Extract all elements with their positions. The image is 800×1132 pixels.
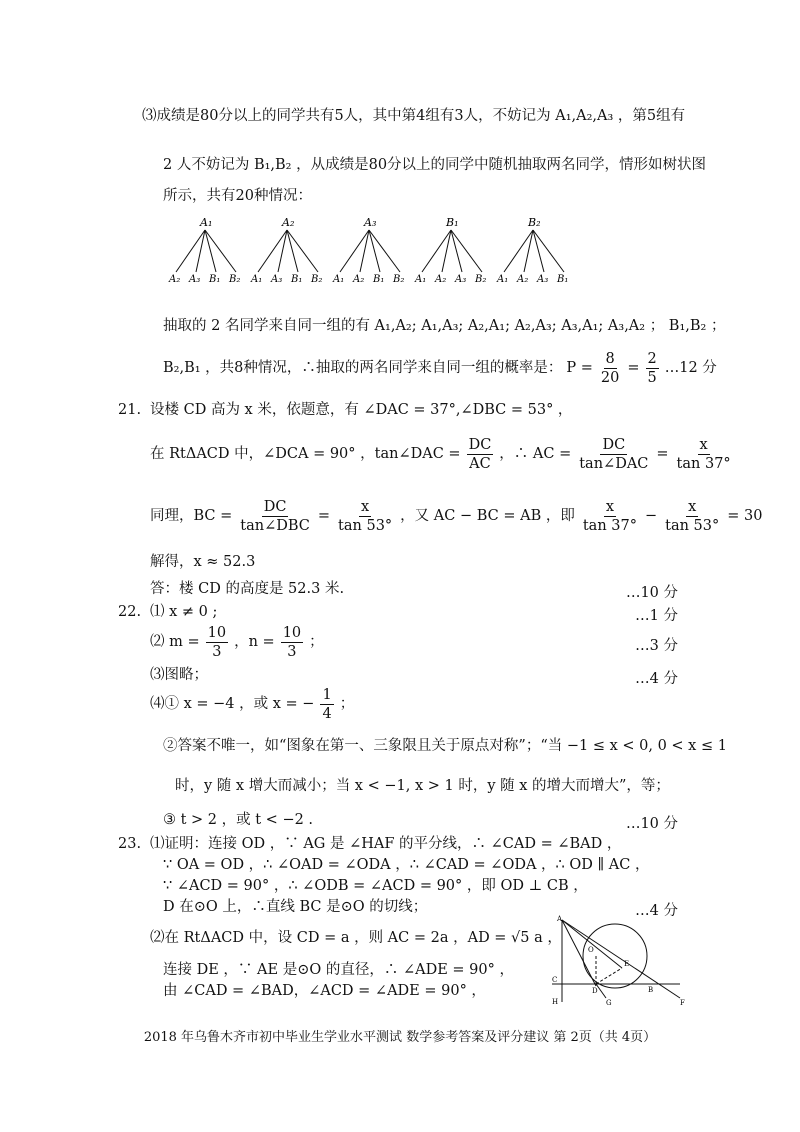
tree-branch (287, 230, 298, 272)
geometry-figure (548, 914, 688, 1006)
tree-leaf: A₃ (189, 274, 201, 285)
text: ，又 AC − BC = AB ，即 (400, 507, 575, 524)
tree-leaf: A₂ (517, 274, 529, 285)
fraction (238, 498, 312, 535)
s23-line-1: ⑴证明：连接 OD ，∵ AG 是 ∠HAF 的平分线，∴ ∠CAD = ∠BAD ， (150, 836, 622, 852)
label-f: F (680, 999, 685, 1006)
tree-branch (205, 230, 216, 272)
tree-branch (369, 230, 380, 272)
tree-leaf: B₂ (475, 274, 487, 285)
frac-den: tan 37° (676, 456, 731, 473)
tree-leaf: A₁ (251, 274, 263, 285)
s22-line-3: ⑶图略； (150, 667, 208, 683)
text: ； (339, 695, 355, 712)
s22-line-2 (150, 624, 324, 661)
score-4: …4 分 (635, 671, 678, 687)
page-footer: 2018 年乌鲁木齐市初中毕业生学业水平测试 数学参考答案及评分建议 第 2页（共 4页） (143, 1030, 657, 1045)
frac-num: DC (600, 436, 627, 455)
s23-line-6: 连接 DE ，∵ AE 是⊙O 的直径，∴ ∠ADE = 90° ， (163, 962, 514, 978)
s20-line-3: 所示，共有20种情况： (163, 188, 312, 204)
s21-line-3 (150, 498, 762, 535)
s22-line-6: 时，y 随 x 增大而减小；当 x < −1, x > 1 时，y 随 x 的增大而增大”，等； (175, 778, 670, 794)
fraction (663, 498, 721, 535)
fraction-2-5 (646, 350, 659, 387)
score-1: …1 分 (635, 608, 678, 624)
tree-leaf: A₂ (169, 274, 181, 285)
fraction (675, 436, 733, 473)
tree-leaf: A₃ (537, 274, 549, 285)
tree-branch (369, 230, 400, 272)
tree-leaf: B₁ (291, 274, 303, 285)
frac-den: tan∠DAC (579, 456, 649, 473)
text: ； (309, 633, 324, 650)
fraction (467, 436, 494, 473)
frac-num: x (698, 436, 710, 455)
label-e: E (624, 960, 630, 968)
text: ，n = (234, 633, 275, 650)
frac-num: DC (262, 498, 289, 517)
s23-line-3: ∵ ∠ACD = 90° ，∴ ∠ODB = ∠ACD = 90° ，即 OD ⊥ CB ， (163, 878, 588, 894)
tree-leaf: A₂ (353, 274, 365, 285)
s21-line-4: 解得，x ≈ 52.3 (150, 554, 256, 570)
score-10: …10 分 (625, 585, 678, 601)
s23-line-7: 由 ∠CAD = ∠BAD，∠ACD = ∠ADE = 90° ， (163, 983, 486, 999)
frac-num: x (359, 498, 371, 517)
label-d: D (592, 987, 598, 995)
tree-leaf: B₂ (311, 274, 323, 285)
score-10b: …10 分 (625, 816, 678, 832)
s23-line-5: ⑵在 RtΔACD 中，设 CD = a ，则 AC = 2a ，AD = √5 a ， (150, 930, 562, 946)
q22-number: 22. (118, 604, 142, 620)
label-g: G (606, 999, 612, 1006)
s20-line-5-text: B₂,B₁ ，共8种情况，∴抽取的两名同学来自同一组的概率是： (163, 359, 563, 376)
fraction (206, 624, 228, 661)
text: = 30 (727, 507, 763, 524)
fraction-8-20 (599, 350, 621, 387)
frac-den: 3 (287, 644, 297, 661)
label-h: H (552, 998, 559, 1006)
tree-root: A₂ (282, 216, 295, 229)
s22-line-5: ②答案不唯一，如“图象在第一、三象限且关于原点对称”；“当 −1 ≤ x < 0, 0 < x ≤ 1 (163, 738, 727, 754)
s22-line-4 (150, 686, 354, 723)
tree-root: A₁ (200, 216, 213, 229)
tree-leaf: A₁ (497, 274, 509, 285)
frac-den: 3 (212, 644, 222, 661)
prob-p: P = (566, 359, 593, 376)
frac-den: tan 37° (582, 518, 637, 535)
tree-leaf: B₁ (557, 274, 569, 285)
s20-line-1: ⑶成绩是80分以上的同学共有5人，其中第4组有3人，不妨记为 A₁,A₂,A₃ ，第5组有 (142, 108, 686, 124)
text: ⑵ m = (150, 633, 200, 650)
tree-leaf: A₃ (271, 274, 283, 285)
s23-line-4: D 在⊙O 上，∴直线 BC 是⊙O 的切线； (163, 899, 428, 915)
q21-number: 21. (118, 402, 142, 418)
frac-num: 8 (604, 350, 617, 369)
equals: = (627, 359, 640, 376)
fraction (336, 498, 394, 535)
frac-num: DC (467, 436, 494, 455)
tree-diagram (0, 212, 800, 302)
fraction (320, 686, 333, 723)
score-3: …3 分 (635, 638, 678, 654)
s22-line-1: ⑴ x ≠ 0 ; (150, 604, 218, 620)
tree-leaf: A₁ (333, 274, 345, 285)
fraction (281, 624, 303, 661)
label-a: A (557, 915, 563, 923)
s20-line-4: 抽取的 2 名同学来自同一组的有 A₁,A₂; A₁,A₃; A₂,A₁; A₂,A₃; A₃,A₁; A₃,A₂ ； B₁,B₂ ； (163, 318, 726, 334)
frac-den: tan 53° (665, 518, 720, 535)
frac-num: 10 (281, 624, 303, 643)
fraction (581, 498, 639, 535)
label-c: C (552, 976, 558, 984)
text: ，∴ AC = (499, 445, 572, 462)
label-o: O (588, 946, 594, 954)
tree-leaf: B₁ (373, 274, 385, 285)
tree-branch (205, 230, 236, 272)
s23-line-2: ∵ OA = OD ，∴ ∠OAD = ∠ODA ，∴ ∠CAD = ∠ODA ，∴ OD ∥ AC ， (163, 857, 650, 873)
frac-den: 20 (600, 370, 620, 387)
frac-num: x (686, 498, 698, 517)
score-4b: …4 分 (635, 903, 678, 919)
tree-branch (287, 230, 318, 272)
q23-number: 23. (118, 836, 142, 852)
tree-root: B₂ (528, 216, 541, 229)
equals: = (656, 445, 669, 462)
tree-branch (533, 230, 544, 272)
text: 同理，BC = (150, 507, 233, 524)
label-b: B (648, 986, 654, 994)
frac-den: tan 53° (338, 518, 393, 535)
s22-line-7: ③ t > 2 ，或 t < −2 . (163, 812, 314, 828)
tree-root: A₃ (364, 216, 377, 229)
s20-line-5 (163, 350, 717, 387)
tree-leaf: B₂ (229, 274, 241, 285)
frac-num: x (604, 498, 616, 517)
tree-root: B₁ (446, 216, 459, 229)
text: 在 RtΔACD 中，∠DCA = 90° ，tan∠DAC = (150, 445, 461, 462)
s20-line-2: 2 人不妨记为 B₁,B₂ ，从成绩是80分以上的同学中随机抽取两名同学，情形如树状图 (163, 157, 707, 173)
s21-line-1: 设楼 CD 高为 x 米，依题意，有 ∠DAC = 37°,∠DBC = 53° ， (150, 402, 573, 418)
frac-num: 1 (320, 686, 333, 705)
s21-line-2 (150, 436, 735, 473)
tree-branch (451, 230, 462, 272)
tree-branch (451, 230, 482, 272)
tree-leaf: B₁ (209, 274, 221, 285)
tree-leaf: B₂ (393, 274, 405, 285)
tree-leaf: A₁ (415, 274, 427, 285)
s21-line-5: 答：楼 CD 的高度是 52.3 米. (150, 581, 345, 597)
fraction (577, 436, 650, 473)
frac-den: 5 (647, 370, 657, 387)
text: ⑷① x = −4 ，或 x = − (150, 695, 315, 712)
minus: − (644, 507, 658, 524)
equals: = (317, 507, 331, 524)
tree-leaf: A₂ (435, 274, 447, 285)
frac-den: AC (469, 456, 491, 473)
frac-den: 4 (322, 706, 332, 723)
frac-den: tan∠DBC (240, 518, 310, 535)
frac-num: 2 (646, 350, 659, 369)
tree-branch (533, 230, 564, 272)
score-12: …12 分 (664, 359, 717, 376)
frac-num: 10 (206, 624, 228, 643)
tree-leaf: A₃ (455, 274, 467, 285)
